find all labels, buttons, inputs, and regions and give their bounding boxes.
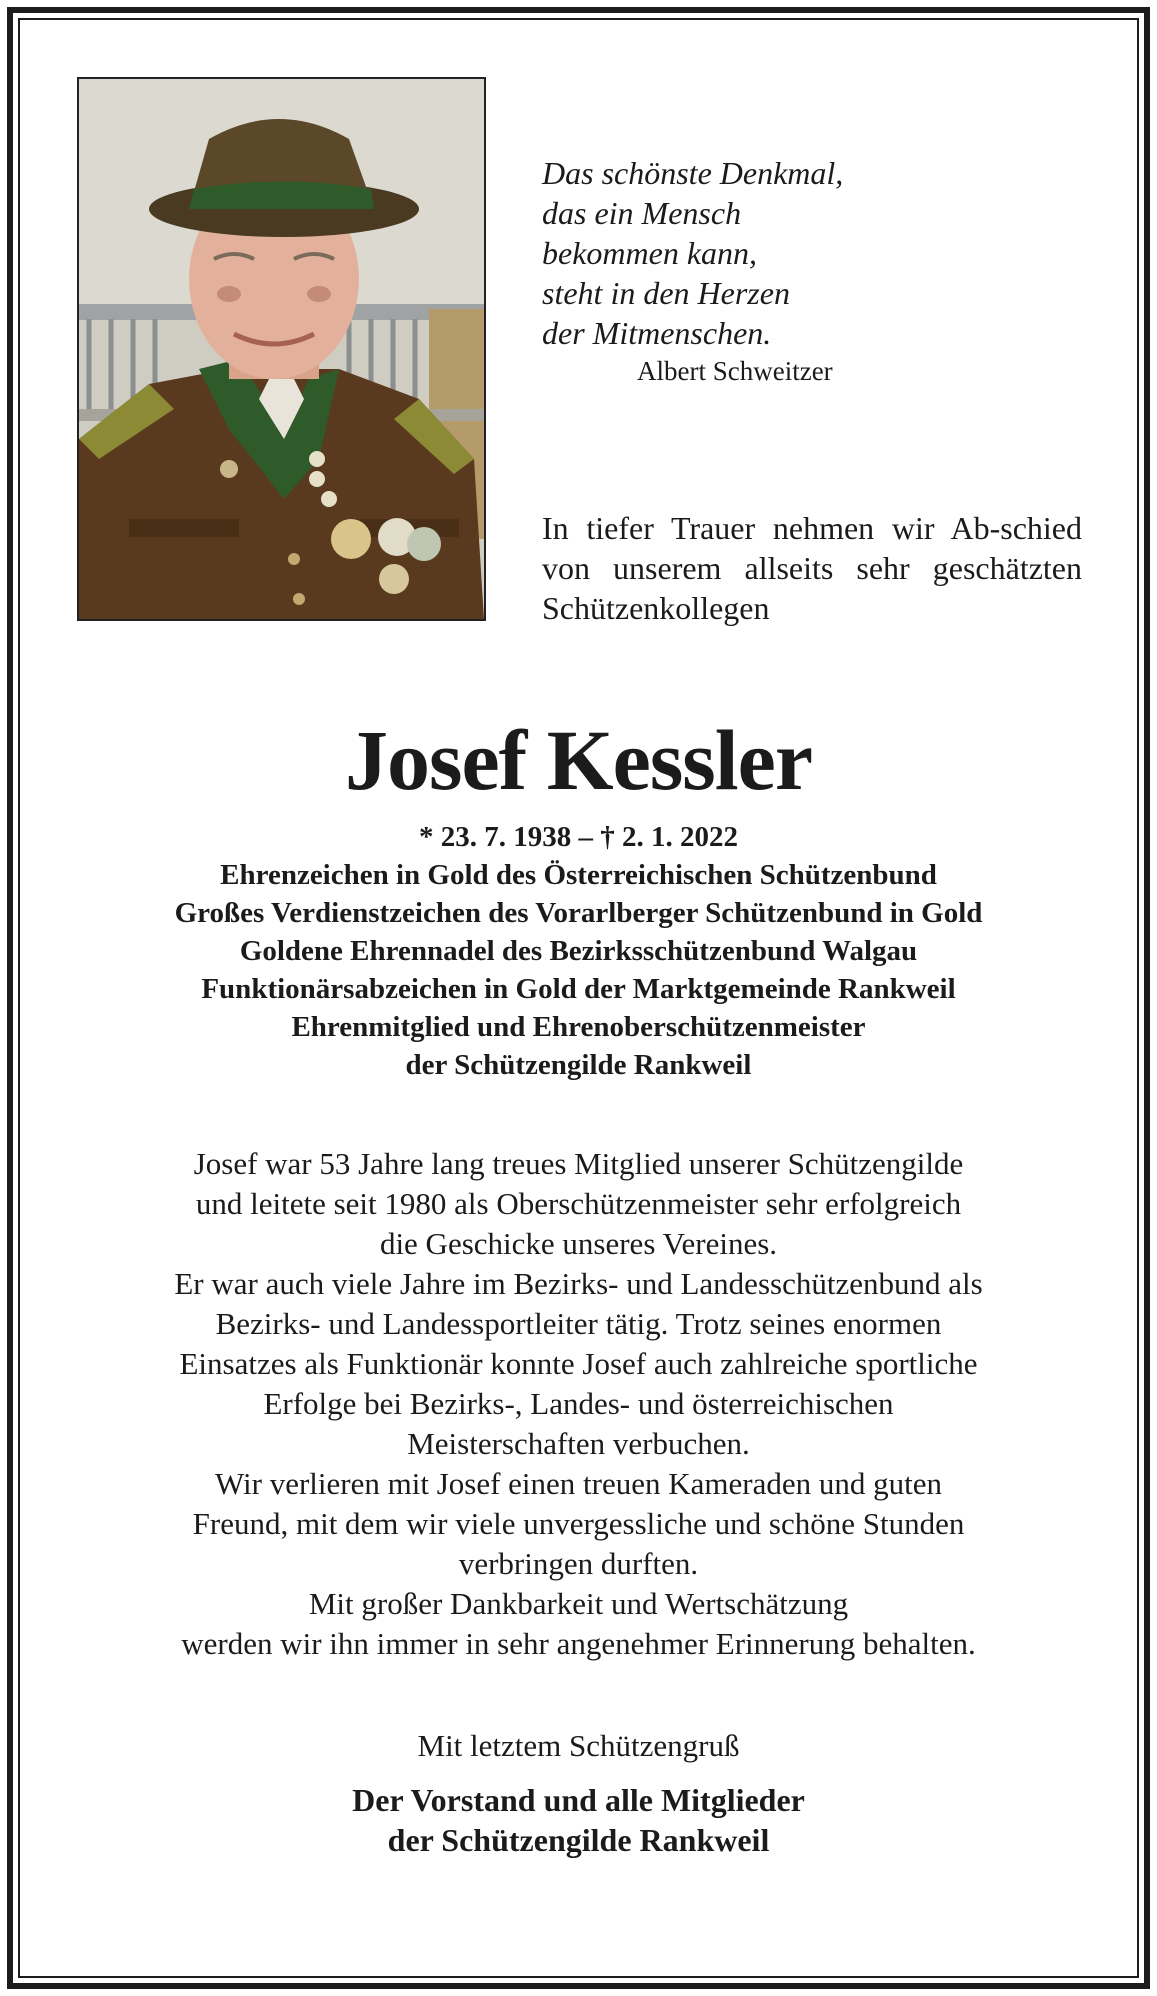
- mourning-intro: In tiefer Trauer nehmen wir Ab-schied von unserem allseits sehr geschätzten Schützenkollegen: [542, 510, 1082, 626]
- quote-line: das ein Mensch: [542, 195, 742, 231]
- deceased-name: Josef Kessler: [344, 712, 812, 808]
- quote-author: Albert Schweitzer: [637, 356, 833, 386]
- life-dates: * 23. 7. 1938 – † 2. 1. 2022: [419, 821, 738, 853]
- honor-item: Goldene Ehrennadel des Bezirksschützenbund Walgau: [239, 935, 918, 967]
- quote-line: steht in den Herzen: [542, 275, 790, 311]
- tribute-line: Erfolge bei Bezirks-, Landes- und österreichischen: [263, 1386, 894, 1421]
- tribute-line: Er war auch viele Jahre im Bezirks- und Landesschützenbund als: [174, 1266, 983, 1301]
- honor-item: der Schützengilde Rankweil: [405, 1049, 752, 1081]
- tribute-line: verbringen durften.: [458, 1546, 699, 1581]
- honor-item: Ehrenzeichen in Gold des Österreichischen Schützenbund: [220, 859, 937, 891]
- honors-list: [0, 818, 1157, 1084]
- signature-line: Der Vorstand und alle Mitglieder: [352, 1782, 805, 1818]
- portrait-photo: [77, 77, 486, 621]
- quote-line: Das schönste Denkmal,: [542, 155, 844, 191]
- quote-line: bekommen kann,: [542, 235, 758, 271]
- tribute-line: Josef war 53 Jahre lang treues Mitglied unserer Schützengilde: [193, 1146, 964, 1181]
- quote-line: der Mitmenschen.: [542, 315, 772, 351]
- quote-block: [542, 153, 1082, 353]
- signature-block: [0, 1780, 1157, 1860]
- tribute-line: werden wir ihn immer in sehr angenehmer Erinnerung behalten.: [181, 1626, 976, 1661]
- tribute-line: die Geschicke unseres Vereines.: [379, 1226, 778, 1261]
- tribute-line: und leitete seit 1980 als Oberschützenmeister sehr erfolgreich: [195, 1186, 962, 1221]
- tribute-line: Wir verlieren mit Josef einen treuen Kameraden und guten: [215, 1466, 942, 1501]
- tribute-line: Mit großer Dankbarkeit und Wertschätzung: [308, 1586, 849, 1621]
- tribute-line: Bezirks- und Landessportleiter tätig. Trotz seines enormen: [215, 1306, 942, 1341]
- signature-line: der Schützengilde Rankweil: [387, 1822, 770, 1858]
- tribute-line: Meisterschaften verbuchen.: [407, 1426, 750, 1461]
- tribute-line: Freund, mit dem wir viele unvergessliche und schöne Stunden: [192, 1506, 965, 1541]
- tribute-text: [0, 1144, 1157, 1664]
- closing-greeting: Mit letztem Schützengruß: [417, 1728, 740, 1763]
- honor-item: Funktionärsabzeichen in Gold der Marktgemeinde Rankweil: [201, 973, 956, 1005]
- tribute-line: Einsatzes als Funktionär konnte Josef auch zahlreiche sportliche: [179, 1346, 978, 1381]
- portrait-illustration: [79, 79, 484, 619]
- honor-item: Ehrenmitglied und Ehrenoberschützenmeister: [291, 1011, 866, 1043]
- honor-item: Großes Verdienstzeichen des Vorarlberger Schützenbund in Gold: [174, 897, 983, 929]
